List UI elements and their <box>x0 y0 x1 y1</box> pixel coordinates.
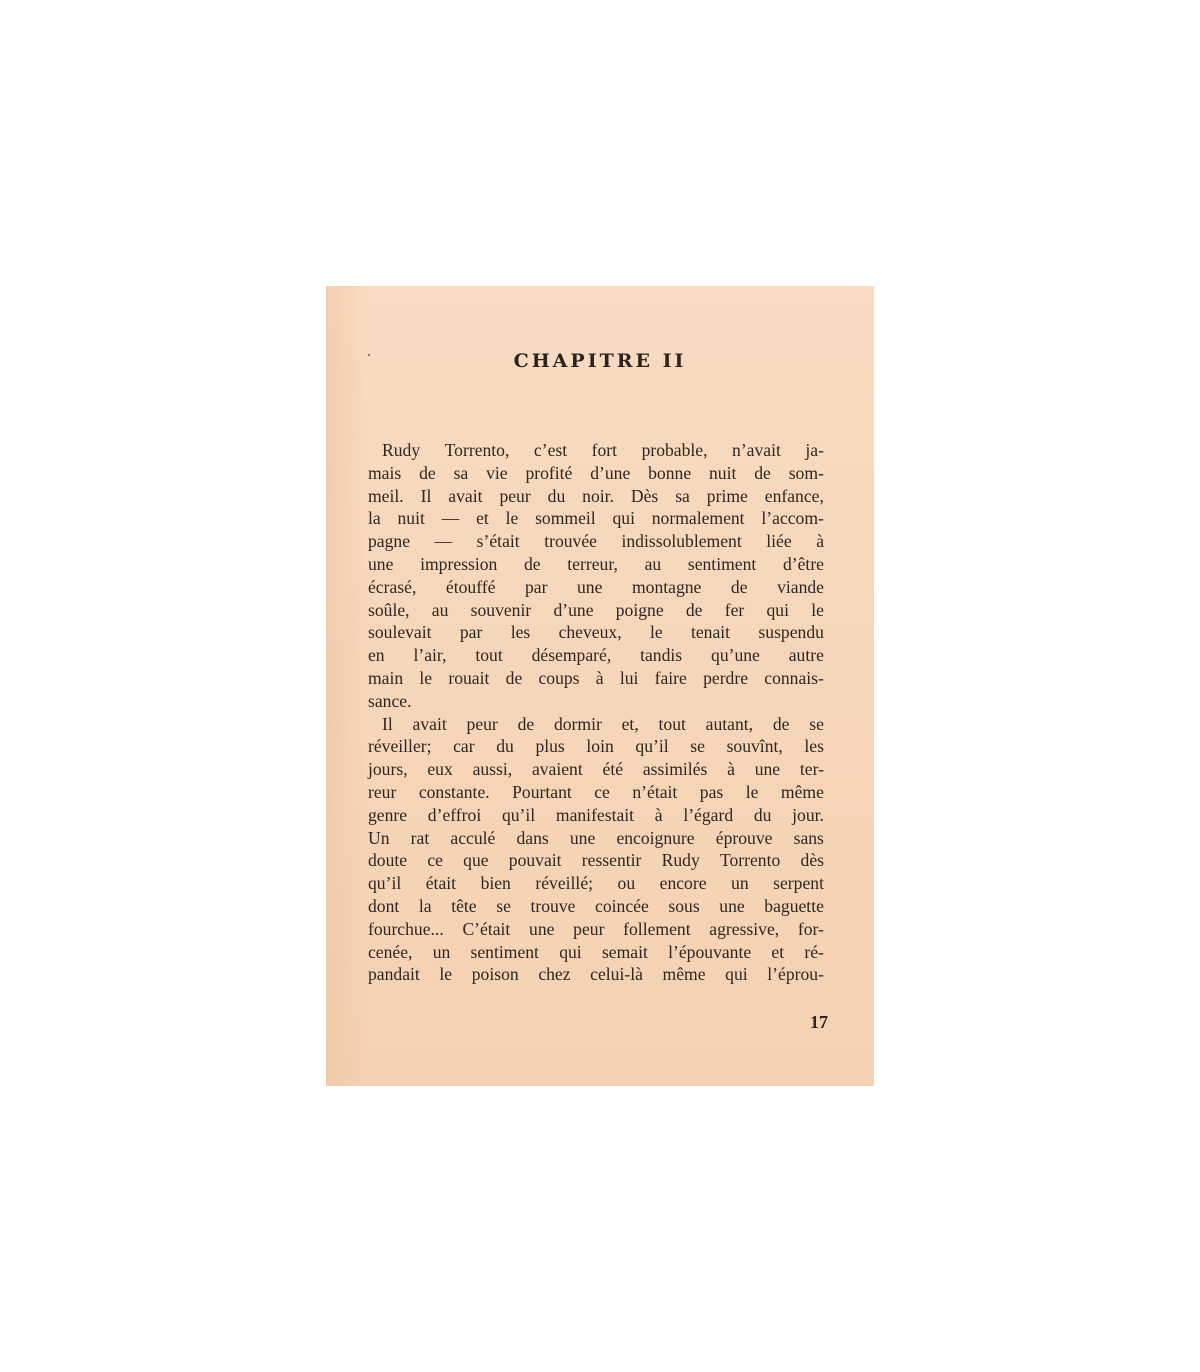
text-line: en l’air, tout désemparé, tandis qu’une autre <box>368 645 824 666</box>
text-line: la nuit — et le sommeil qui normalement l’accom- <box>368 508 824 529</box>
text-line: meil. Il avait peur du noir. Dès sa prime enfance, <box>368 485 824 506</box>
text-line: soulevait par les cheveux, le tenait suspendu <box>368 622 824 643</box>
text-line: mais de sa vie profité d’une bonne nuit de som- <box>368 462 824 483</box>
body-text <box>368 439 824 986</box>
page-number: 17 <box>810 1012 828 1032</box>
text-line: une impression de terreur, au sentiment d’être <box>368 553 824 574</box>
text-line: cenée, un sentiment qui semait l’épouvante et ré- <box>368 941 824 962</box>
text-line: soûle, au souvenir d’une poigne de fer qui le <box>368 599 824 620</box>
text-line: reur constante. Pourtant ce n’était pas le même <box>368 781 824 802</box>
text-line: réveiller; car du plus loin qu’il se souvînt, les <box>368 736 824 757</box>
text-line: main le rouait de coups à lui faire perdre connais- <box>368 667 824 688</box>
chapter-title: CHAPITRE II <box>513 350 687 372</box>
text-line: sance. <box>368 690 412 711</box>
text-line: doute ce que pouvait ressentir Rudy Torrento dès <box>368 850 824 871</box>
text-line: dont la tête se trouve coincée sous une baguette <box>368 895 824 916</box>
text-line: jours, eux aussi, avaient été assimilés à une ter- <box>368 759 824 780</box>
text-line: Il avait peur de dormir et, tout autant, de se <box>382 713 824 734</box>
text-line: Rudy Torrento, c’est fort probable, n’avait ja- <box>382 440 824 460</box>
text-line: écrasé, étouffé par une montagne de viande <box>368 576 824 597</box>
text-line: pandait le poison chez celui-là même qui l’éprou- <box>368 964 824 985</box>
text-line: qu’il était bien réveillé; ou encore un serpent <box>368 873 824 894</box>
book-page <box>326 286 874 1086</box>
text-line: Un rat acculé dans une encoignure éprouve sans <box>368 827 824 848</box>
text-line: fourchue... C’était une peur follement agressive, for- <box>368 918 824 939</box>
text-line: pagne — s’était trouvée indissolublement liée à <box>368 531 824 552</box>
text-line: genre d’effroi qu’il manifestait à l’égard du jour. <box>368 804 824 825</box>
